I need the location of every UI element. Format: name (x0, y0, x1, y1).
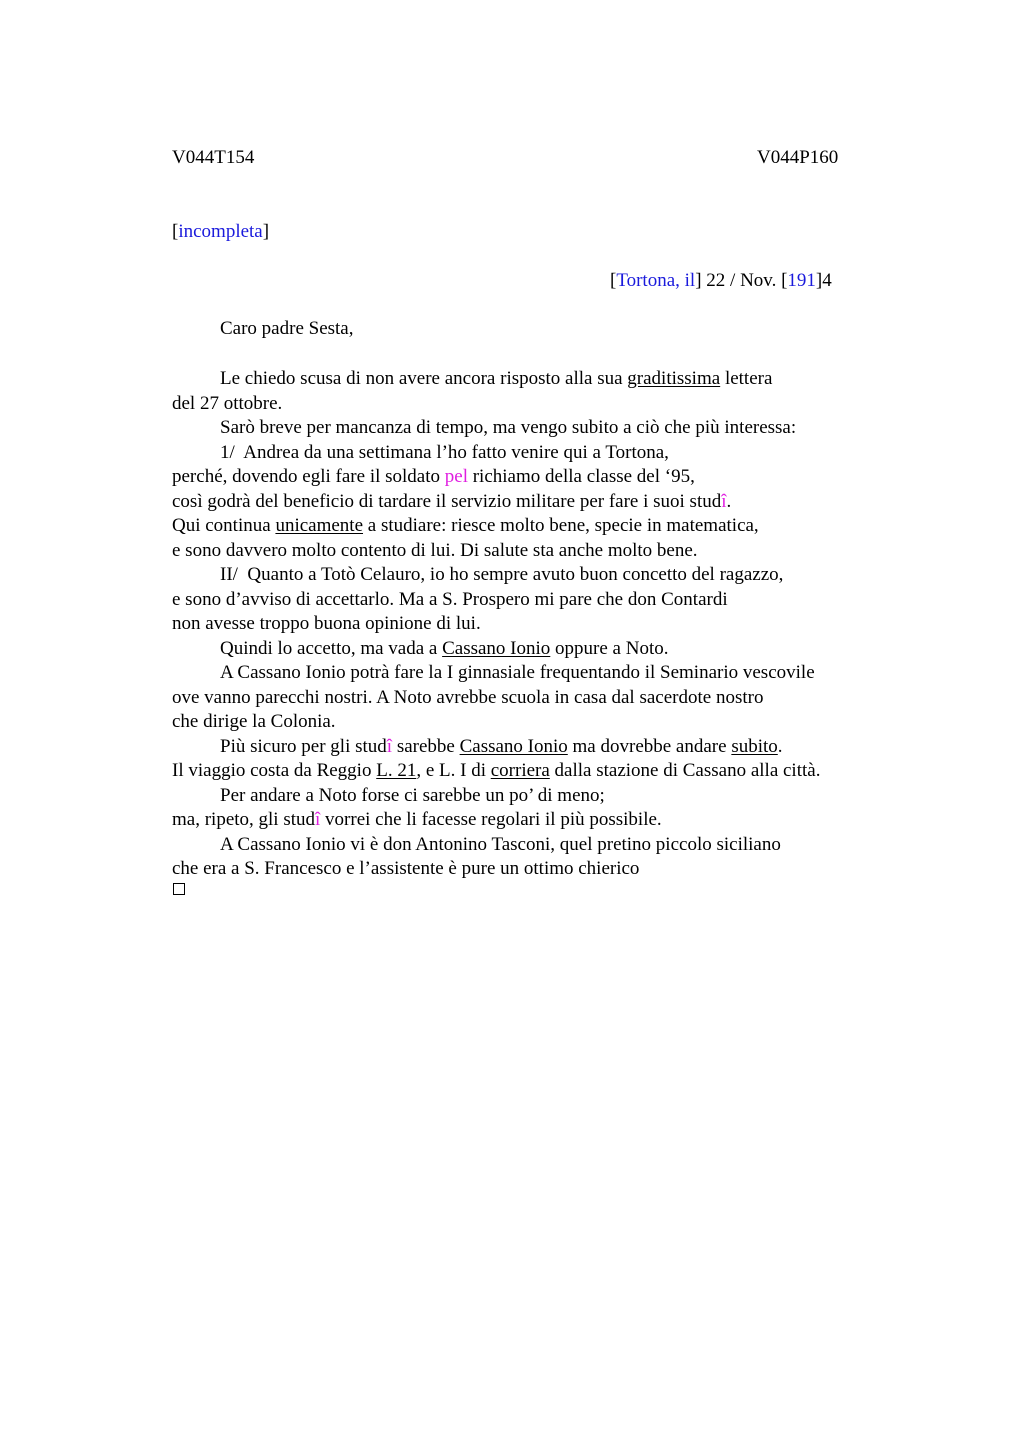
underlined-word: corriera (490, 760, 550, 781)
variant-letter: î (315, 809, 321, 830)
body-line-12: Quindi lo accetto, ma vada a Cassano Ionio oppure a Noto. (220, 637, 669, 659)
dateline (610, 270, 832, 292)
dateline-place: Tortona, il (616, 270, 696, 291)
salutation: Caro padre Sesta, (220, 318, 354, 339)
body-line-15: che dirige la Colonia. (172, 711, 336, 732)
bracket-open: [ (172, 221, 179, 242)
underlined-word: Cassano Ionio (442, 637, 551, 659)
body-line-10: e sono d’avviso di accettarlo. Ma a S. Prospero mi pare che don Contardi (172, 588, 728, 610)
variant-letter: î (721, 490, 727, 512)
document-code-left: V044T154 (172, 147, 255, 168)
bracket-close: ] (262, 221, 270, 242)
body-line-8: e sono davvero molto contento di lui. Di salute sta anche molto bene. (172, 539, 698, 561)
body-line-14: ove vanno parecchi nostri. A Noto avrebbe scuola in casa dal sacerdote nostro (172, 686, 764, 708)
body-line-3: Sarò breve per mancanza di tempo, ma vengo subito a ciò che più interessa: (220, 417, 797, 438)
underlined-word: unicamente (275, 515, 364, 536)
body-line-11: non avesse troppo buona opinione di lui. (172, 613, 481, 634)
body-line-20: A Cassano Ionio vi è don Antonino Tasconi, quel pretino piccolo siciliano (220, 833, 781, 855)
body-line-7: Qui continua unicamente a studiare: riesce molto bene, specie in matematica, (172, 515, 759, 536)
dateline-bracket-1: [ (610, 270, 617, 291)
end-box-icon (173, 883, 185, 895)
status-label: incompleta (178, 221, 263, 242)
body-line-17: Il viaggio costa da Reggio L. 21, e L. I di corriera dalla stazione di Cassano alla città. (172, 760, 821, 781)
letter-body (172, 367, 892, 882)
body-line-5: perché, dovendo egli fare il soldato pel richiamo della classe del ‘95, (172, 466, 695, 487)
body-line-13: A Cassano Ionio potrà fare la I ginnasiale frequentando il Seminario vescovile (220, 662, 815, 683)
body-line-2: del 27 ottobre. (172, 392, 283, 414)
dateline-bracket-2: ] (695, 270, 702, 291)
body-line-4: 1/ Andrea da una settimana l’ho fatto venire qui a Tortona, (220, 441, 669, 463)
underlined-word: subito (731, 735, 778, 757)
underlined-word: Cassano Ionio (459, 735, 568, 757)
underlined-word: L. 21 (376, 760, 417, 781)
dateline-bracket-3: [ (781, 270, 788, 291)
status-note (172, 221, 269, 243)
dateline-bracket-4: ] (815, 270, 823, 291)
document-code-right: V044P160 (757, 147, 839, 168)
underlined-word: graditissima (627, 368, 721, 389)
body-line-1: Le chiedo scusa di non avere ancora risposto alla sua graditissima lettera (220, 368, 773, 389)
dateline-year-prefix: 191 (787, 270, 816, 291)
variant-word: pel (444, 466, 468, 487)
body-line-16: Più sicuro per gli studî sarebbe Cassano Ionio ma dovrebbe andare subito. (220, 735, 783, 757)
body-line-21: che era a S. Francesco e l’assistente è pure un ottimo chierico (172, 858, 640, 879)
body-line-19: ma, ripeto, gli studî vorrei che li facesse regolari il più possibile. (172, 809, 662, 830)
variant-letter: î (386, 735, 393, 757)
dateline-year-suffix: 4 (822, 270, 832, 291)
body-line-9: II/ Quanto a Totò Celauro, io ho sempre avuto buon concetto del ragazzo, (220, 564, 784, 585)
body-line-18: Per andare a Noto forse ci sarebbe un po’ di meno; (220, 784, 605, 806)
body-line-6: così godrà del beneficio di tardare il servizio militare per fare i suoi studî. (172, 490, 732, 512)
dateline-day-month: 22 / Nov. (701, 270, 782, 291)
